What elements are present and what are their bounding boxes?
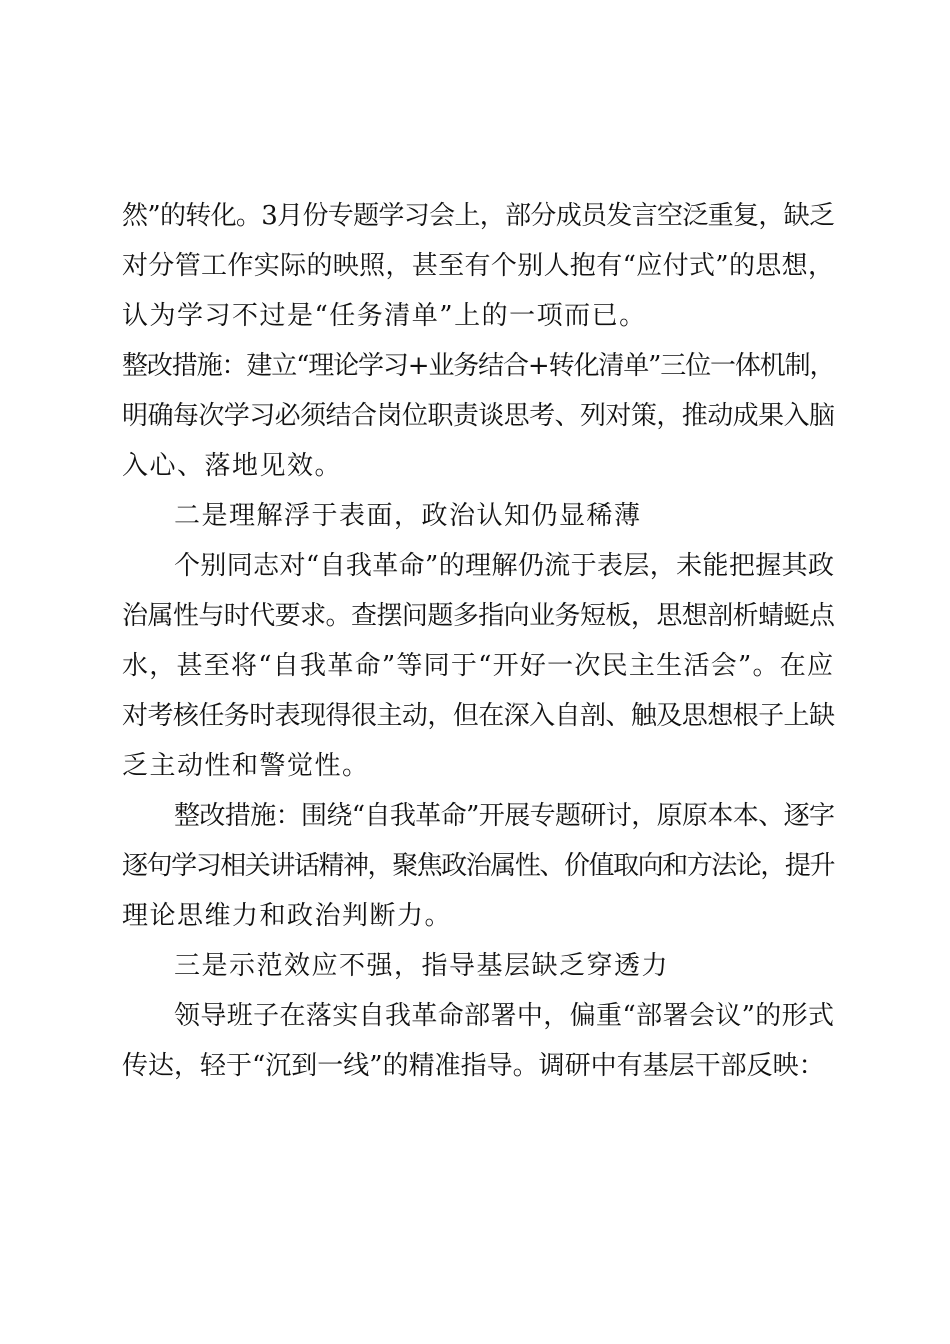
section-heading-3 xyxy=(122,941,834,991)
section-heading-2 xyxy=(122,491,834,541)
paragraph-2 xyxy=(122,541,834,791)
text-line: 领导班子在落实自我革命部署中，偏重“部署会议”的形式 xyxy=(174,1001,834,1031)
text-line: 对分管工作实际的映照，甚至有个别人抱有“应付式”的思想， xyxy=(122,251,834,281)
paragraph-rectification-1 xyxy=(122,341,834,491)
text-line: 理论思维力和政治判断力。 xyxy=(122,901,453,931)
paragraph-rectification-2 xyxy=(122,791,834,941)
text-line: 明确每次学习必须结合岗位职责谈思考、列对策，推动成果入脑 xyxy=(122,401,834,431)
text-line: 传达，轻于“沉到一线”的精准指导。调研中有基层干部反映： xyxy=(122,1051,825,1081)
text-line: 水，甚至将“自我革命”等同于“开好一次民主生活会”。在应 xyxy=(122,651,834,681)
paragraph-3 xyxy=(122,991,834,1091)
heading-line: 二是理解浮于表面，政治认知仍显稀薄 xyxy=(174,501,642,531)
text-line: 整改措施：围绕“自我革命”开展专题研讨，原原本本、逐字 xyxy=(174,801,834,831)
text-line: 整改措施：建立“理论学习+业务结合+转化清单”三位一体机制， xyxy=(122,351,834,381)
text-line: 乏主动性和警觉性。 xyxy=(122,751,370,781)
text-line: 对考核任务时表现得很主动，但在深入自剖、触及思想根子上缺 xyxy=(122,701,834,731)
document-body xyxy=(122,191,834,1091)
text-line: 治属性与时代要求。查摆问题多指向业务短板，思想剖析蜻蜓点 xyxy=(122,601,834,631)
text-line: 入心、落地见效。 xyxy=(122,451,343,481)
paragraph-1 xyxy=(122,191,834,341)
heading-line: 三是示范效应不强，指导基层缺乏穿透力 xyxy=(174,951,670,981)
text-line: 逐句学习相关讲话精神，聚焦政治属性、价值取向和方法论，提升 xyxy=(122,851,834,881)
text-line: 然”的转化。3月份专题学习会上，部分成员发言空泛重复，缺乏 xyxy=(122,201,834,231)
text-line: 个别同志对“自我革命”的理解仍流于表层，未能把握其政 xyxy=(174,551,834,581)
text-line: 认为学习不过是“任务清单”上的一项而已。 xyxy=(122,301,647,331)
